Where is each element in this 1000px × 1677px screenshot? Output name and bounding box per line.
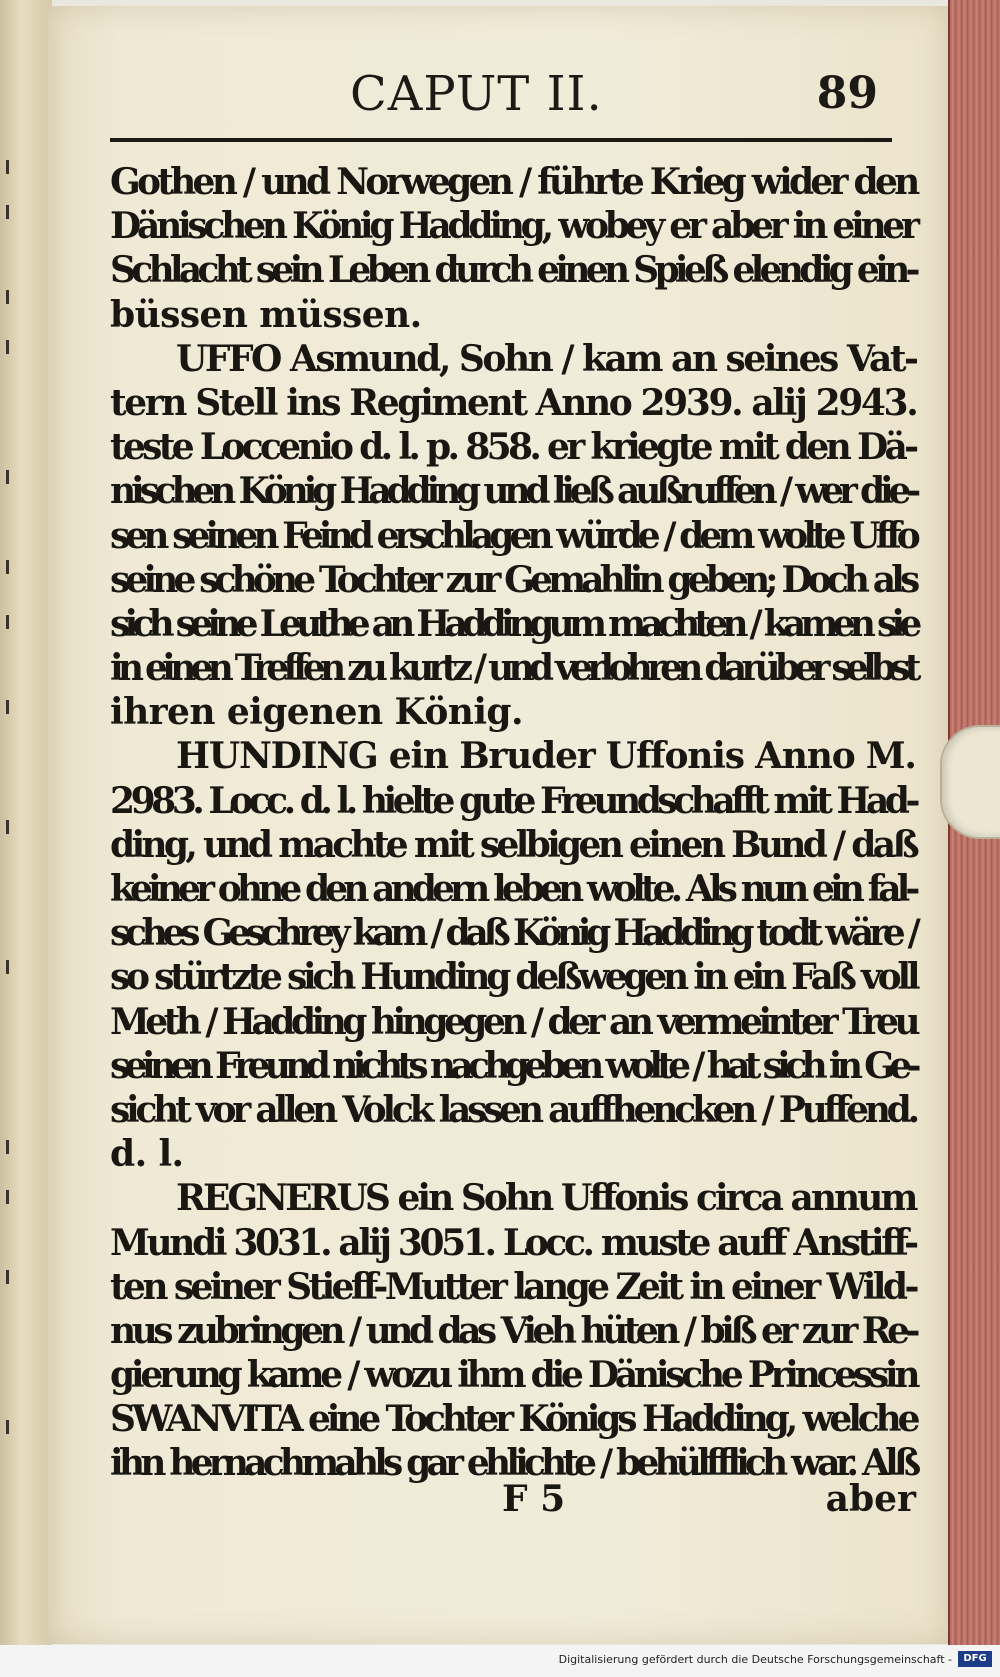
credit-text: Digitalisierung gefördert durch die Deutsche Forschungsgemeinschaft - — [558, 1653, 952, 1666]
text-line: 2983. Locc. d. l. hielte gute Freundschafft mit Had- — [110, 779, 916, 822]
facing-page-edge — [0, 0, 52, 1645]
text-line: Mundi 3031. alij 3051. Locc. muste auff Anstiff- — [110, 1221, 916, 1264]
margin-mark — [6, 820, 9, 834]
page-footer — [110, 1478, 916, 1522]
text-line: in einen Treffen zu kurtz / und verlohren darüber selbst — [110, 647, 916, 690]
text-line: Dänischen König Hadding, wobey er aber in einer — [110, 205, 916, 248]
page-number: 89 — [816, 68, 878, 119]
text-line: tern Stell ins Regiment Anno 2939. alij 2943. — [110, 381, 917, 424]
margin-mark — [6, 700, 9, 714]
text-line: büssen müssen. — [110, 293, 422, 336]
margin-mark — [6, 560, 9, 574]
text-line: keiner ohne den andern leben wolte. Als nun ein fal- — [110, 868, 916, 910]
dfg-logo: DFG — [958, 1651, 992, 1667]
header-rule — [110, 138, 892, 142]
text-line: sich seine Leuthe an Haddingum machten / kamen sie — [110, 602, 917, 645]
book-page — [48, 6, 948, 1644]
text-line: seinen Freund nichts nachgeben wolte / hat sich in Ge- — [110, 1044, 916, 1087]
text-line: sen seinen Feind erschlagen würde / dem wolte Uffo — [110, 514, 916, 557]
text-line: Gothen / und Norwegen / führte Krieg wider den — [110, 161, 917, 203]
text-line: ten seiner Stieff-Mutter lange Zeit in einer Wild- — [110, 1265, 916, 1308]
margin-mark — [6, 160, 9, 174]
bookmark-tab — [940, 725, 1000, 839]
text-line: d. l. — [110, 1133, 184, 1176]
margin-mark — [6, 960, 9, 974]
text-line: nischen König Hadding und ließ außruffen / wer die- — [110, 470, 916, 513]
text-line: REGNERUS ein Sohn Uffonis circa annum — [176, 1177, 916, 1220]
body-text — [110, 160, 916, 1486]
signature-mark: F 5 — [502, 1478, 566, 1520]
margin-mark — [6, 290, 9, 304]
margin-mark — [6, 1140, 9, 1154]
text-line: sicht vor allen Volck lassen auffhencken / Puffend. — [110, 1088, 916, 1131]
text-line: ding, und machte mit selbigen einen Bund / daß — [110, 823, 917, 866]
text-line: teste Loccenio d. l. p. 858. er kriegte mit den Dä- — [110, 426, 916, 469]
text-line: sches Geschrey kam / daß König Hadding todt wäre / — [110, 912, 916, 955]
page-header — [120, 64, 886, 124]
credit-bar — [0, 1645, 1000, 1677]
text-line: Schlacht sein Leben durch einen Spieß elendig ein- — [110, 249, 916, 292]
text-line: SWANVITA eine Tochter Königs Hadding, welche — [110, 1398, 917, 1441]
margin-mark — [6, 615, 9, 629]
text-line: nus zubringen / und das Vieh hüten / biß er zur Re- — [110, 1309, 916, 1352]
text-line: seine schöne Tochter zur Gemahlin geben; Doch als — [110, 558, 916, 601]
text-line: so stürtzte sich Hunding deßwegen in ein Faß voll — [110, 956, 917, 999]
catchword: aber — [825, 1478, 916, 1520]
margin-mark — [6, 1420, 9, 1434]
text-line: Meth / Hadding hingegen / der an vermeinter Treu — [110, 1000, 917, 1043]
text-line: UFFO Asmund, Sohn / kam an seines Vat- — [176, 337, 917, 380]
margin-mark — [6, 340, 9, 354]
text-line: HUNDING ein Bruder Uffonis Anno M. — [176, 735, 916, 778]
text-line: ihn hernachmahls gar ehlichte / behülfflich war. Alß — [110, 1442, 917, 1485]
margin-mark — [6, 470, 9, 484]
text-line: ihren eigenen König. — [110, 691, 523, 734]
margin-mark — [6, 1190, 9, 1204]
running-head: CAPUT II. — [350, 66, 603, 122]
margin-mark — [6, 1270, 9, 1284]
margin-mark — [6, 205, 9, 219]
text-line: gierung kame / wozu ihm die Dänische Princessin — [110, 1354, 917, 1397]
